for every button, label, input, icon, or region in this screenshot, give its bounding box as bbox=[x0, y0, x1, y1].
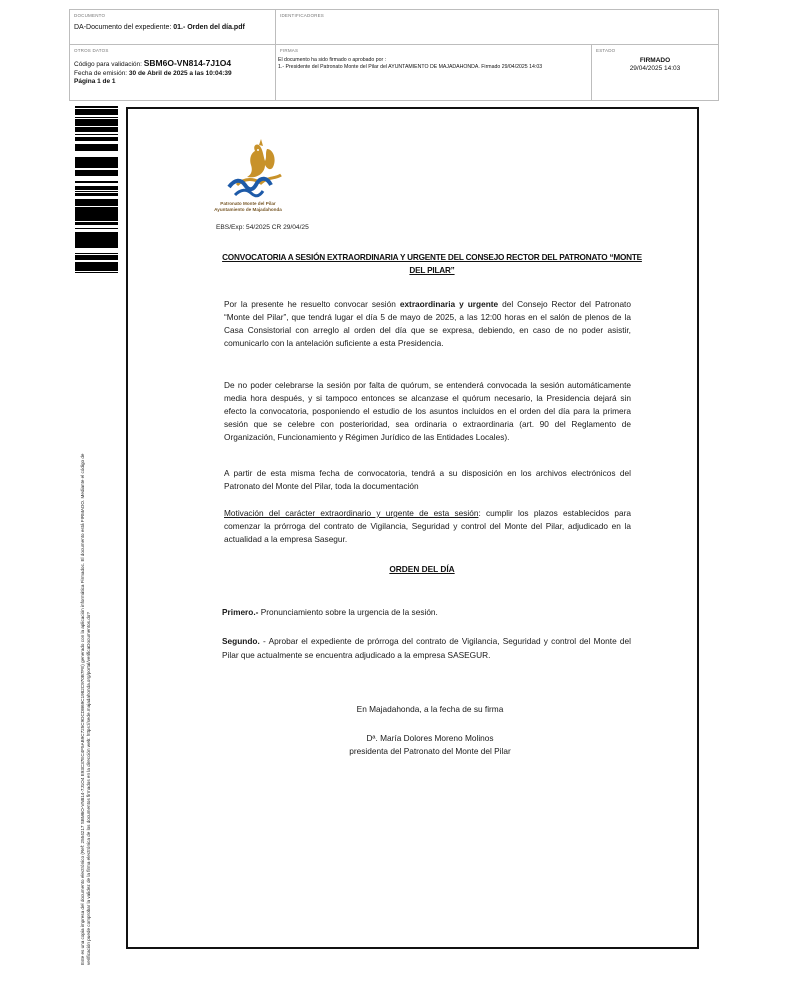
paragraph-convocatoria bbox=[224, 298, 631, 350]
place-and-date: En Majadahonda, a la fecha de su firma bbox=[356, 704, 504, 714]
barcode-bar bbox=[75, 203, 118, 205]
otros-datos-text bbox=[74, 59, 274, 87]
logo-line-1: Patronato Monte del Pilar bbox=[220, 201, 276, 206]
codigo-prefix: Código para validación: bbox=[74, 61, 144, 68]
barcode-bar bbox=[75, 164, 118, 166]
item2-label: Segundo. bbox=[222, 636, 260, 646]
barcode-bar bbox=[75, 187, 118, 188]
barcode-bar bbox=[75, 157, 118, 159]
barcode-bar bbox=[75, 182, 118, 183]
barcode-bar bbox=[75, 202, 118, 203]
barcode-bar bbox=[75, 107, 118, 108]
barcode-bar bbox=[75, 232, 118, 234]
barcode-bar bbox=[75, 160, 118, 161]
barcode-bar bbox=[75, 262, 118, 264]
firmas-cell bbox=[276, 45, 592, 100]
documento-title-file: 01.- Orden del día.pdf bbox=[173, 24, 245, 31]
barcode-bar bbox=[75, 111, 118, 114]
identificadores-label: IDENTIFICADORES bbox=[280, 13, 325, 18]
barcode-bar bbox=[75, 172, 118, 175]
barcode-bar bbox=[75, 194, 118, 195]
paragraph-documentacion: A partir de esta misma fecha de convocatoria, tendrá a su disposición en los archivos electrónicos del Patronato del Monte del Pilar, toda la documentación bbox=[224, 468, 631, 491]
barcode-bar bbox=[75, 237, 118, 238]
documento-label: DOCUMENTO bbox=[74, 13, 106, 18]
verification-line-1: Este es una copia impresa del documento electrónico (Ref: 2554217 SBM6O-VN814-7J1O4 E93C37EC4F5AB9C725C9DCDB69C1982C970B7FE) generado con la aplicación informática Firmadoc. El documento está FIRMADO. Mediante el código de bbox=[80, 453, 85, 965]
barcode-bar bbox=[75, 134, 118, 135]
p4-text-underlined: Motivación del carácter extraordinario y urgente de esta sesión bbox=[224, 508, 479, 518]
barcode-bar bbox=[75, 245, 118, 247]
barcode-bar bbox=[75, 189, 118, 190]
barcode-bar bbox=[75, 212, 118, 215]
paragraph-motivacion bbox=[224, 507, 631, 546]
barcode-bar bbox=[75, 188, 118, 189]
emission-date: 30 de Abril de 2025 a las 10:04:39 bbox=[128, 69, 232, 77]
otros-datos-label: OTROS DATOS bbox=[74, 48, 109, 53]
estado-text bbox=[592, 57, 718, 73]
item1-label: Primero.- bbox=[222, 607, 259, 617]
barcode-bar bbox=[75, 259, 118, 260]
barcode-bar bbox=[75, 146, 118, 148]
p1-text-bold: extraordinaria y urgente bbox=[399, 299, 499, 309]
barcode-bar bbox=[75, 148, 118, 149]
barcode-bar bbox=[75, 208, 118, 211]
barcode-bar bbox=[75, 243, 118, 245]
barcode-bar bbox=[75, 137, 118, 139]
verification-side-text bbox=[80, 285, 92, 965]
verification-line-2: verificación puede comprobar la validez de la firma electrónica de los documentos firmados en la dirección web: https://sede.majadahonda.org/portal/verificaDocumentos.do? bbox=[86, 612, 91, 965]
barcode-bar bbox=[75, 186, 118, 187]
barcode-bar bbox=[75, 127, 118, 128]
expediente-reference: EBS/Exp: 54/2025 CR 29/04/25 bbox=[216, 224, 309, 231]
barcode-bar bbox=[75, 238, 118, 241]
p1-text-a: Por la presente he resuelto convocar sesión bbox=[224, 299, 400, 309]
barcode-bar bbox=[75, 121, 118, 123]
paragraph-quorum: De no poder celebrarse la sesión por falta de quórum, se entenderá convocada la sesión automáticamente media hora después, y si tampoco entonces se alcanzase el quórum necesario, la Presidencia dejará sin efecto la convocatoria, posponiendo el estudio de los asuntos incluidos en el orden del día para la primera sesión que se celebre con posterioridad, sea ordinaria o extraordinaria (art. 90 del Reglamento de Organización, Funcionamiento y Régimen Jurídico de las Entidades Locales). bbox=[224, 380, 631, 442]
barcode-bar bbox=[75, 199, 118, 202]
estado-cell bbox=[592, 45, 718, 100]
barcode-bar bbox=[75, 161, 118, 164]
barcode-bar bbox=[75, 211, 118, 212]
barcode-bar bbox=[75, 234, 118, 237]
firmas-label: FIRMAS bbox=[280, 48, 299, 53]
barcode-bar bbox=[75, 207, 118, 208]
barcode-bar bbox=[75, 106, 118, 107]
barcode-bar bbox=[75, 181, 118, 182]
barcode-bar bbox=[75, 255, 118, 257]
barcode-bar bbox=[75, 159, 118, 160]
documento-title-prefix: DA-Documento del expediente: bbox=[74, 24, 174, 31]
barcode-bar bbox=[75, 114, 118, 115]
orden-del-dia-heading: ORDEN DEL DÍA bbox=[389, 564, 455, 574]
barcode-bar bbox=[75, 128, 118, 130]
barcode-bar bbox=[75, 144, 118, 145]
estado-status: FIRMADO bbox=[639, 57, 671, 64]
barcode-bar bbox=[75, 117, 118, 118]
barcode-bar bbox=[75, 266, 118, 269]
barcode-bar bbox=[75, 258, 118, 259]
item1-text: Pronunciamiento sobre la urgencia de la sesión. bbox=[258, 607, 438, 617]
barcode-bar bbox=[75, 205, 118, 206]
firmas-line-1: El documento ha sido firmado o aprobado por : bbox=[278, 57, 387, 63]
barcode-bar bbox=[75, 193, 118, 194]
barcode-bar bbox=[75, 195, 118, 196]
signer-role: presidenta del Patronato del Monte del Pilar bbox=[349, 746, 511, 756]
documento-title bbox=[74, 23, 270, 33]
barcode-bar bbox=[75, 170, 118, 172]
otros-datos-cell bbox=[70, 45, 276, 100]
barcode-bar bbox=[75, 253, 118, 254]
barcode-bar bbox=[75, 272, 118, 273]
barcode-bar bbox=[75, 265, 118, 266]
barcode-bar bbox=[75, 123, 118, 126]
barcode-bar bbox=[75, 264, 118, 265]
barcode-image bbox=[75, 105, 118, 277]
signer-name: Dª. María Dolores Moreno Molinos bbox=[366, 733, 494, 743]
barcode-bar bbox=[75, 228, 118, 229]
estado-label: ESTADO bbox=[596, 48, 616, 53]
firmas-line-2: 1.- Presidente del Patronato Monte del Pilar del AYUNTAMIENTO DE MAJADAHONDA. Firmado 29/04/2025 14:03 bbox=[278, 64, 543, 70]
barcode-bar bbox=[75, 130, 118, 132]
barcode-bar bbox=[75, 140, 118, 141]
barcode-bar bbox=[75, 222, 118, 225]
identificadores-cell bbox=[276, 10, 718, 45]
signature-block bbox=[280, 732, 580, 758]
barcode-bar bbox=[75, 269, 118, 271]
documento-cell bbox=[70, 10, 276, 45]
barcode-bar bbox=[75, 218, 118, 221]
barcode-bar bbox=[75, 191, 118, 192]
barcode-bar bbox=[75, 166, 118, 168]
p4-text-rest: : cumplir los plazos establecidos para comenzar la prórroga del contrato de Vigilancia, Seguridad y control del Monte del Pilar, adjudicado en la actualidad a la empresa Sasegur. bbox=[224, 508, 631, 544]
fecha-prefix: Fecha de emisión: bbox=[74, 69, 129, 77]
barcode-bar bbox=[75, 119, 118, 121]
item2-text: - Aprobar el expediente de prórroga del contrato de Vigilancia, Seguridad y control del Monte del Pilar que actualmente se encuentra adjudicado a la empresa SASEGUR. bbox=[222, 636, 631, 660]
agenda-item-segundo bbox=[222, 634, 631, 662]
logo-line-2: Ayuntamiento de Majadahonda bbox=[214, 207, 282, 212]
firmas-text bbox=[278, 57, 588, 71]
barcode-bar bbox=[75, 149, 118, 151]
barcode-bar bbox=[75, 257, 118, 258]
barcode-bar bbox=[75, 139, 118, 140]
barcode-bar bbox=[75, 109, 118, 111]
letter-title: CONVOCATORIA A SESIÓN EXTRAORDINARIA Y URGENTE DEL CONSEJO RECTOR DEL PATRONATO “MONTE DEL PILAR” bbox=[222, 253, 642, 275]
document-header bbox=[69, 9, 719, 101]
barcode-bar bbox=[75, 145, 118, 146]
agenda-item-primero bbox=[222, 605, 631, 619]
p1-text-c: del Consejo Rector del Patronato “Monte del Pilar”, que tendrá lugar el día 5 de mayo de 2025, a las 12:00 horas en el salón de plenos de la Casa Consistorial con arreglo al orden del día que se expresa, debiendo, en caso de no poder asistir, comunicarlo con la antelación suficiente a esta Presidencia. bbox=[224, 299, 631, 348]
barcode-bar bbox=[75, 215, 118, 218]
validation-code: SBM6O-VN814-7J1O4 bbox=[143, 58, 232, 68]
page-count: Página 1 de 1 bbox=[74, 78, 116, 85]
barcode-bar bbox=[75, 247, 118, 248]
barcode-bar bbox=[75, 175, 118, 176]
barcode-bar bbox=[75, 241, 118, 243]
estado-date: 29/04/2025 14:03 bbox=[629, 65, 681, 72]
